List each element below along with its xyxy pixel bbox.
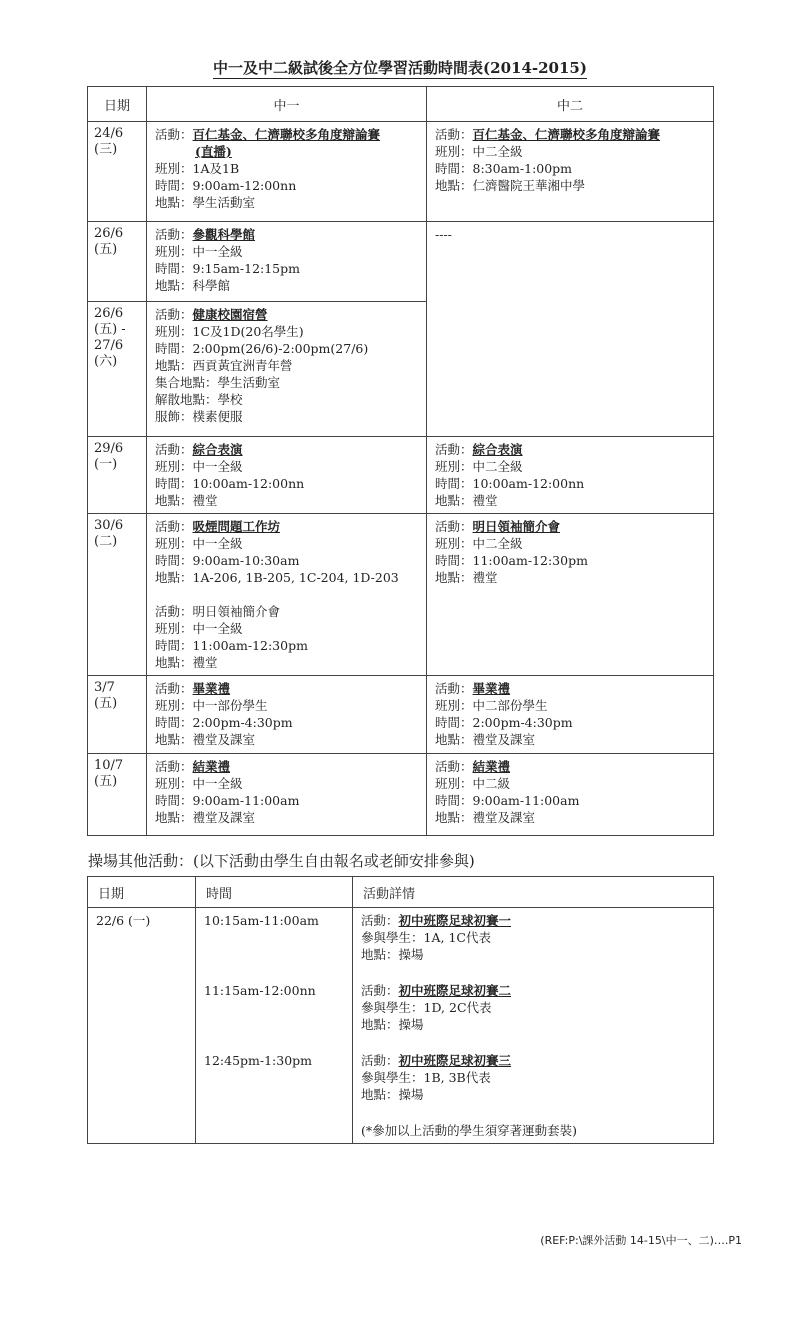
info-line: [361, 982, 713, 999]
form1-cell: [147, 754, 427, 836]
other-header-time: 時間: [196, 877, 353, 908]
info-value: 綜合表演: [192, 442, 243, 457]
activity-time: 12:45pm-1:30pm: [204, 1053, 313, 1068]
activity-time: 11:15am-12:00nn: [204, 983, 316, 998]
info-label: 時間：: [155, 793, 193, 808]
info-value: 1B, 3B代表: [423, 1070, 491, 1085]
info-line: [155, 775, 426, 792]
info-label: 活動：: [361, 913, 399, 928]
info-value: 1D, 2C代表: [423, 1000, 492, 1015]
info-line: [155, 697, 426, 714]
info-line: [435, 535, 713, 552]
info-value: 中二全級: [472, 536, 523, 551]
info-value: 9:00am-11:00am: [472, 793, 580, 808]
other-row: [88, 908, 714, 1144]
info-line: [155, 569, 426, 586]
date-line: (三): [94, 142, 118, 157]
info-label: 時間：: [435, 161, 473, 176]
date-cell: [88, 676, 147, 754]
info-line: [435, 697, 713, 714]
other-header-detail: 活動詳情: [353, 877, 714, 908]
info-label: 地點：: [155, 195, 193, 210]
date-cell: [88, 122, 147, 222]
schedule-row: [88, 754, 714, 836]
info-line: [155, 357, 426, 374]
info-value: 學生活動室: [217, 375, 281, 390]
info-label: 班別：: [435, 144, 473, 159]
info-line: [155, 408, 426, 425]
main-header-row: [88, 87, 714, 122]
date-line: 27/6: [94, 338, 124, 353]
form2-cell: [427, 676, 714, 754]
info-value: 2:00pm(26/6)-2:00pm(27/6): [192, 341, 369, 356]
info-line: [155, 475, 426, 492]
date-line: (六): [94, 354, 118, 369]
info-value: 1A, 1C代表: [423, 930, 491, 945]
info-line: [435, 569, 713, 586]
info-line: [155, 654, 426, 671]
info-line: [155, 714, 426, 731]
info-label: 地點：: [155, 655, 193, 670]
form1-cell: [147, 302, 427, 437]
info-value: 10:00am-12:00nn: [192, 476, 305, 491]
form1-cell: [147, 514, 427, 676]
info-line: [435, 143, 713, 160]
spacer: [155, 586, 426, 603]
info-line: [155, 323, 426, 340]
info-value: 中一部份學生: [192, 698, 268, 713]
info-line: [155, 306, 426, 323]
schedule-row: [88, 122, 714, 222]
form1-cell: [147, 122, 427, 222]
info-label: 班別：: [155, 161, 193, 176]
info-value: 畢業禮: [472, 681, 511, 696]
info-value: 參觀科學館: [192, 227, 256, 242]
info-value: 西貢黃宜洲青年營: [192, 358, 293, 373]
info-value: 9:00am-11:00am: [192, 793, 300, 808]
info-label: 時間：: [155, 341, 193, 356]
info-label: 活動：: [155, 681, 193, 696]
other-times: [196, 908, 353, 1144]
info-value: 百仁基金、仁濟聯校多角度辯論賽: [192, 127, 381, 142]
info-value: 8:30am-1:00pm: [472, 161, 573, 176]
info-value: 禮堂及課室: [472, 810, 536, 825]
form2-cell: [427, 222, 714, 437]
info-label: 地點：: [361, 947, 399, 962]
info-value: 操場: [398, 1017, 424, 1032]
activity-block: [361, 912, 713, 982]
info-value: 明日領袖簡介會: [192, 604, 281, 619]
info-value: 操場: [398, 947, 424, 962]
info-label: 班別：: [155, 244, 193, 259]
info-value: 中二全級: [472, 144, 523, 159]
info-label: 班別：: [155, 698, 193, 713]
info-label: 時間：: [435, 476, 473, 491]
info-value: 樸素便服: [192, 409, 243, 424]
schedule-row: [88, 676, 714, 754]
activity-block: [361, 982, 713, 1052]
schedule-row: [88, 437, 714, 514]
date-line: 30/6: [94, 518, 124, 533]
info-label: 活動：: [361, 983, 399, 998]
info-label: 時間：: [155, 476, 193, 491]
info-label: 集合地點：: [155, 375, 218, 390]
date-line: 26/6: [94, 226, 124, 241]
form2-cell: [427, 754, 714, 836]
info-value: 2:00pm-4:30pm: [192, 715, 293, 730]
info-line: [155, 243, 426, 260]
form2-cell: [427, 437, 714, 514]
info-label: 班別：: [155, 536, 193, 551]
info-label: 地點：: [155, 493, 193, 508]
info-line: [155, 340, 426, 357]
info-value: 初中班際足球初賽三: [398, 1053, 512, 1068]
info-label: 服飾：: [155, 409, 193, 424]
info-value: 11:00am-12:30pm: [192, 638, 308, 653]
date-line: 10/7: [94, 758, 124, 773]
info-line: [155, 441, 426, 458]
info-line: [155, 552, 426, 569]
form2-cell: [427, 514, 714, 676]
info-value: 9:00am-10:30am: [192, 553, 300, 568]
info-label: 活動：: [155, 519, 193, 534]
info-label: 班別：: [435, 698, 473, 713]
info-line: [155, 492, 426, 509]
info-label: 活動：: [361, 1053, 399, 1068]
info-line: [435, 552, 713, 569]
info-value: 1A-206, 1B-205, 1C-204, 1D-203: [192, 570, 399, 585]
info-value: 禮堂及課室: [472, 732, 536, 747]
info-value: 中一全級: [192, 776, 243, 791]
activity-block: [361, 1052, 713, 1122]
info-line: [361, 999, 713, 1016]
info-value: 1A及1B: [192, 161, 240, 176]
info-value: 結業禮: [472, 759, 511, 774]
info-value: 初中班際足球初賽二: [398, 983, 512, 998]
info-line: [155, 637, 426, 654]
info-label: 班別：: [435, 536, 473, 551]
info-line: [361, 1086, 713, 1103]
info-line: [361, 929, 713, 946]
other-activities-table: [87, 876, 714, 1144]
info-line: [435, 475, 713, 492]
info-line: [435, 680, 713, 697]
info-line: [435, 126, 713, 143]
info-label: 活動：: [435, 759, 473, 774]
info-line: [155, 126, 426, 143]
info-label: 地點：: [435, 178, 473, 193]
info-line: [361, 1069, 713, 1086]
info-value: 1C及1D(20名學生): [192, 324, 304, 339]
info-value: 禮堂及課室: [192, 732, 256, 747]
info-line: [155, 391, 426, 408]
info-label: 參與學生：: [361, 930, 424, 945]
info-value: 仁濟醫院王華湘中學: [472, 178, 586, 193]
info-label: 時間：: [155, 261, 193, 276]
info-line: [435, 226, 713, 243]
info-value: 禮堂: [472, 570, 498, 585]
form1-cell: [147, 437, 427, 514]
info-line: [155, 731, 426, 748]
info-value: 結業禮: [192, 759, 231, 774]
info-value: 吸煙問題工作坊: [192, 519, 281, 534]
info-label: 活動：: [155, 127, 193, 142]
info-line: [361, 1016, 713, 1033]
info-line: [361, 1052, 713, 1069]
info-line: [435, 775, 713, 792]
info-value: 中一全級: [192, 536, 243, 551]
info-value: 科學館: [192, 278, 231, 293]
info-line: [435, 160, 713, 177]
other-header-row: [88, 877, 714, 908]
form1-cell: [147, 222, 427, 302]
activity-time: 10:15am-11:00am: [204, 913, 319, 928]
info-value: 禮堂: [192, 655, 218, 670]
date-line: (五) -: [94, 322, 126, 337]
info-line: [155, 374, 426, 391]
info-value: 學生活動室: [192, 195, 256, 210]
info-line: [155, 458, 426, 475]
info-line: [155, 260, 426, 277]
info-label: 時間：: [435, 553, 473, 568]
info-line: [435, 809, 713, 826]
schedule-row: [88, 514, 714, 676]
info-line: [361, 946, 713, 963]
other-header-date: 日期: [88, 877, 196, 908]
other-date: 22/6 (一): [88, 908, 196, 1144]
info-label: 活動：: [435, 681, 473, 696]
info-value: 操場: [398, 1087, 424, 1102]
other-details: [353, 908, 714, 1144]
info-line: [155, 177, 426, 194]
info-line: [155, 160, 426, 177]
info-label: 活動：: [155, 227, 193, 242]
date-cell: [88, 222, 147, 302]
info-label: 時間：: [435, 715, 473, 730]
info-label: 解散地點：: [155, 392, 218, 407]
schedule-row: [88, 222, 714, 302]
info-value: 健康校園宿營: [192, 307, 268, 322]
info-label: 時間：: [155, 715, 193, 730]
info-value: 學校: [217, 392, 243, 407]
info-label: 活動：: [435, 519, 473, 534]
info-line: [155, 277, 426, 294]
info-line: [155, 603, 426, 620]
info-value: 9:15am-12:15pm: [192, 261, 300, 276]
info-label: 班別：: [155, 459, 193, 474]
info-label: 活動：: [435, 442, 473, 457]
info-line: [155, 620, 426, 637]
info-label: 班別：: [155, 621, 193, 636]
info-label: 地點：: [155, 570, 193, 585]
info-value: (直播): [195, 144, 232, 159]
info-line: [361, 912, 713, 929]
info-value: 初中班際足球初賽一: [398, 913, 512, 928]
info-label: 活動：: [155, 604, 193, 619]
info-line: [435, 792, 713, 809]
info-label: 時間：: [155, 178, 193, 193]
date-line: (一): [94, 457, 118, 472]
date-line: (五): [94, 696, 118, 711]
header-form2: 中二: [427, 87, 714, 122]
uniform-note: (*參加以上活動的學生須穿著運動套裝): [361, 1123, 578, 1138]
info-label: 地點：: [435, 810, 473, 825]
info-value: ----: [435, 227, 452, 242]
info-line: [155, 194, 426, 211]
info-label: 班別：: [435, 776, 473, 791]
info-value: 10:00am-12:00nn: [472, 476, 585, 491]
info-label: 活動：: [435, 127, 473, 142]
info-label: 地點：: [435, 570, 473, 585]
date-line: (五): [94, 774, 118, 789]
info-line: [155, 809, 426, 826]
form2-cell: [427, 122, 714, 222]
date-line: 24/6: [94, 126, 124, 141]
date-cell: [88, 302, 147, 437]
info-label: 活動：: [155, 307, 193, 322]
info-line: [155, 680, 426, 697]
info-label: 地點：: [155, 732, 193, 747]
info-value: 綜合表演: [472, 442, 523, 457]
info-label: 參與學生：: [361, 1070, 424, 1085]
info-value: 明日領袖簡介會: [472, 519, 561, 534]
footer-reference: (REF:P:\課外活動 14-15\中一、二)….P1: [540, 1234, 742, 1247]
info-label: 時間：: [155, 638, 193, 653]
info-value: 11:00am-12:30pm: [472, 553, 588, 568]
header-form1: 中一: [147, 87, 427, 122]
info-value: 中一全級: [192, 244, 243, 259]
info-value: 中二級: [472, 776, 511, 791]
info-value: 2:00pm-4:30pm: [472, 715, 573, 730]
info-label: 時間：: [155, 553, 193, 568]
info-line: [435, 518, 713, 535]
date-line: 3/7: [94, 680, 115, 695]
info-label: 地點：: [361, 1017, 399, 1032]
info-label: 地點：: [435, 493, 473, 508]
info-line: [155, 535, 426, 552]
date-line: 26/6: [94, 306, 124, 321]
info-label: 時間：: [435, 793, 473, 808]
form1-cell: [147, 676, 427, 754]
info-line: [435, 441, 713, 458]
info-label: 班別：: [155, 776, 193, 791]
date-cell: [88, 437, 147, 514]
date-line: 29/6: [94, 441, 124, 456]
info-label: 活動：: [155, 442, 193, 457]
info-label: 活動：: [155, 759, 193, 774]
info-value: 中一全級: [192, 459, 243, 474]
info-label: 地點：: [361, 1087, 399, 1102]
info-label: 地點：: [155, 810, 193, 825]
info-line: [435, 758, 713, 775]
date-cell: [88, 514, 147, 676]
info-label: 班別：: [435, 459, 473, 474]
page-title: 中一及中二級試後全方位學習活動時間表(2014-2015): [213, 59, 587, 77]
info-line: [155, 758, 426, 775]
info-line: [435, 177, 713, 194]
info-line: [435, 458, 713, 475]
info-value: 中一全級: [192, 621, 243, 636]
info-value: 9:00am-12:00nn: [192, 178, 297, 193]
info-label: 地點：: [155, 278, 193, 293]
info-line: [435, 731, 713, 748]
info-value: 畢業禮: [192, 681, 231, 696]
info-label: 班別：: [155, 324, 193, 339]
info-line: [435, 714, 713, 731]
info-value: 禮堂: [192, 493, 218, 508]
date-line: (二): [94, 534, 118, 549]
date-cell: [88, 754, 147, 836]
info-line: [155, 518, 426, 535]
info-label: 地點：: [155, 358, 193, 373]
info-line: [435, 492, 713, 509]
info-value: 禮堂及課室: [192, 810, 256, 825]
info-label: 地點：: [435, 732, 473, 747]
header-date: 日期: [88, 87, 147, 122]
info-line: [155, 143, 426, 160]
info-value: 百仁基金、仁濟聯校多角度辯論賽: [472, 127, 661, 142]
info-value: 禮堂: [472, 493, 498, 508]
main-schedule-table: [87, 86, 714, 836]
other-activities-title: 操場其他活動：(以下活動由學生自由報名或老師安排參與): [88, 852, 475, 870]
info-line: [155, 792, 426, 809]
date-line: (五): [94, 242, 118, 257]
info-line: [155, 226, 426, 243]
info-value: 中二全級: [472, 459, 523, 474]
info-label: 參與學生：: [361, 1000, 424, 1015]
info-value: 中二部份學生: [472, 698, 548, 713]
